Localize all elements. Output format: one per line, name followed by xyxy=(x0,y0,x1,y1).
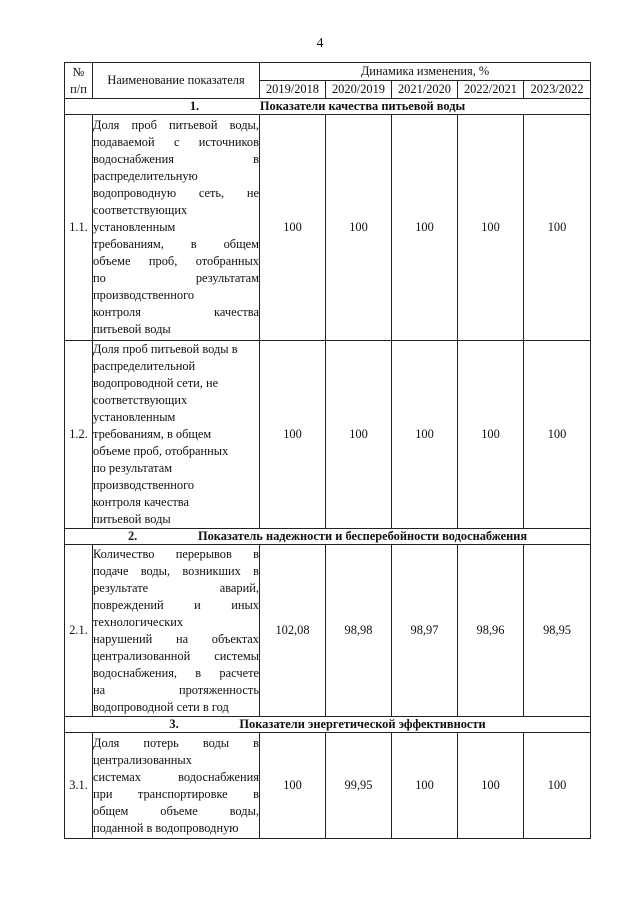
value-cell: 98,96 xyxy=(458,545,524,717)
header-year: 2021/2020 xyxy=(392,81,458,99)
header-year: 2022/2021 xyxy=(458,81,524,99)
row-number: 1.2. xyxy=(65,341,93,529)
header-year: 2020/2019 xyxy=(326,81,392,99)
value-cell: 98,95 xyxy=(524,545,591,717)
value-cell: 100 xyxy=(326,115,392,341)
header-num: № п/п xyxy=(65,63,93,99)
value-cell: 100 xyxy=(392,341,458,529)
row-number: 1.1. xyxy=(65,115,93,341)
value-cell: 98,97 xyxy=(392,545,458,717)
value-cell: 100 xyxy=(260,733,326,839)
value-cell: 100 xyxy=(524,733,591,839)
header-year: 2019/2018 xyxy=(260,81,326,99)
value-cell: 100 xyxy=(392,115,458,341)
value-cell: 100 xyxy=(392,733,458,839)
indicator-name: Доля потерь воды в централизованных системах водоснабжения при транспортировке в общем объеме воды, поданной в водопроводную xyxy=(93,733,260,839)
header-dynamics: Динамика изменения, % xyxy=(260,63,591,81)
value-cell: 100 xyxy=(458,341,524,529)
value-cell: 98,98 xyxy=(326,545,392,717)
value-cell: 100 xyxy=(260,341,326,529)
value-cell: 99,95 xyxy=(326,733,392,839)
value-cell: 100 xyxy=(458,733,524,839)
section-heading: 3. Показатели энергетической эффективности xyxy=(65,717,591,733)
value-cell: 100 xyxy=(458,115,524,341)
indicator-name: Количество перерывов в подаче воды, возникших в результате аварий, повреждений и иных технологических нарушений на объектах централизованной системы водоснабжения, в расчете на протяженность водопроводной сети в год xyxy=(93,545,260,717)
section-heading: 1. Показатели качества питьевой воды xyxy=(65,99,591,115)
indicators-table xyxy=(64,62,591,839)
indicator-name: Доля проб питьевой воды в распределительной водопроводной сети, не соответствующих установленным требованиям, в общем объеме проб, отобранных по результатам производственного контроля качества питьевой воды xyxy=(93,341,260,529)
value-cell: 100 xyxy=(524,341,591,529)
header-name: Наименование показателя xyxy=(93,63,260,99)
value-cell: 100 xyxy=(524,115,591,341)
row-number: 2.1. xyxy=(65,545,93,717)
value-cell: 100 xyxy=(260,115,326,341)
value-cell: 100 xyxy=(326,341,392,529)
section-heading: 2. Показатель надежности и бесперебойности водоснабжения xyxy=(65,529,591,545)
value-cell: 102,08 xyxy=(260,545,326,717)
page-number: 4 xyxy=(316,36,324,51)
header-year: 2023/2022 xyxy=(524,81,591,99)
indicator-name: Доля проб питьевой воды, подаваемой с источников водоснабжения в распределительную водопроводную сеть, не соответствующих установленным требованиям, в общем объеме проб, отобранных по результатам производственного контроля качества питьевой воды xyxy=(93,115,260,341)
row-number: 3.1. xyxy=(65,733,93,839)
